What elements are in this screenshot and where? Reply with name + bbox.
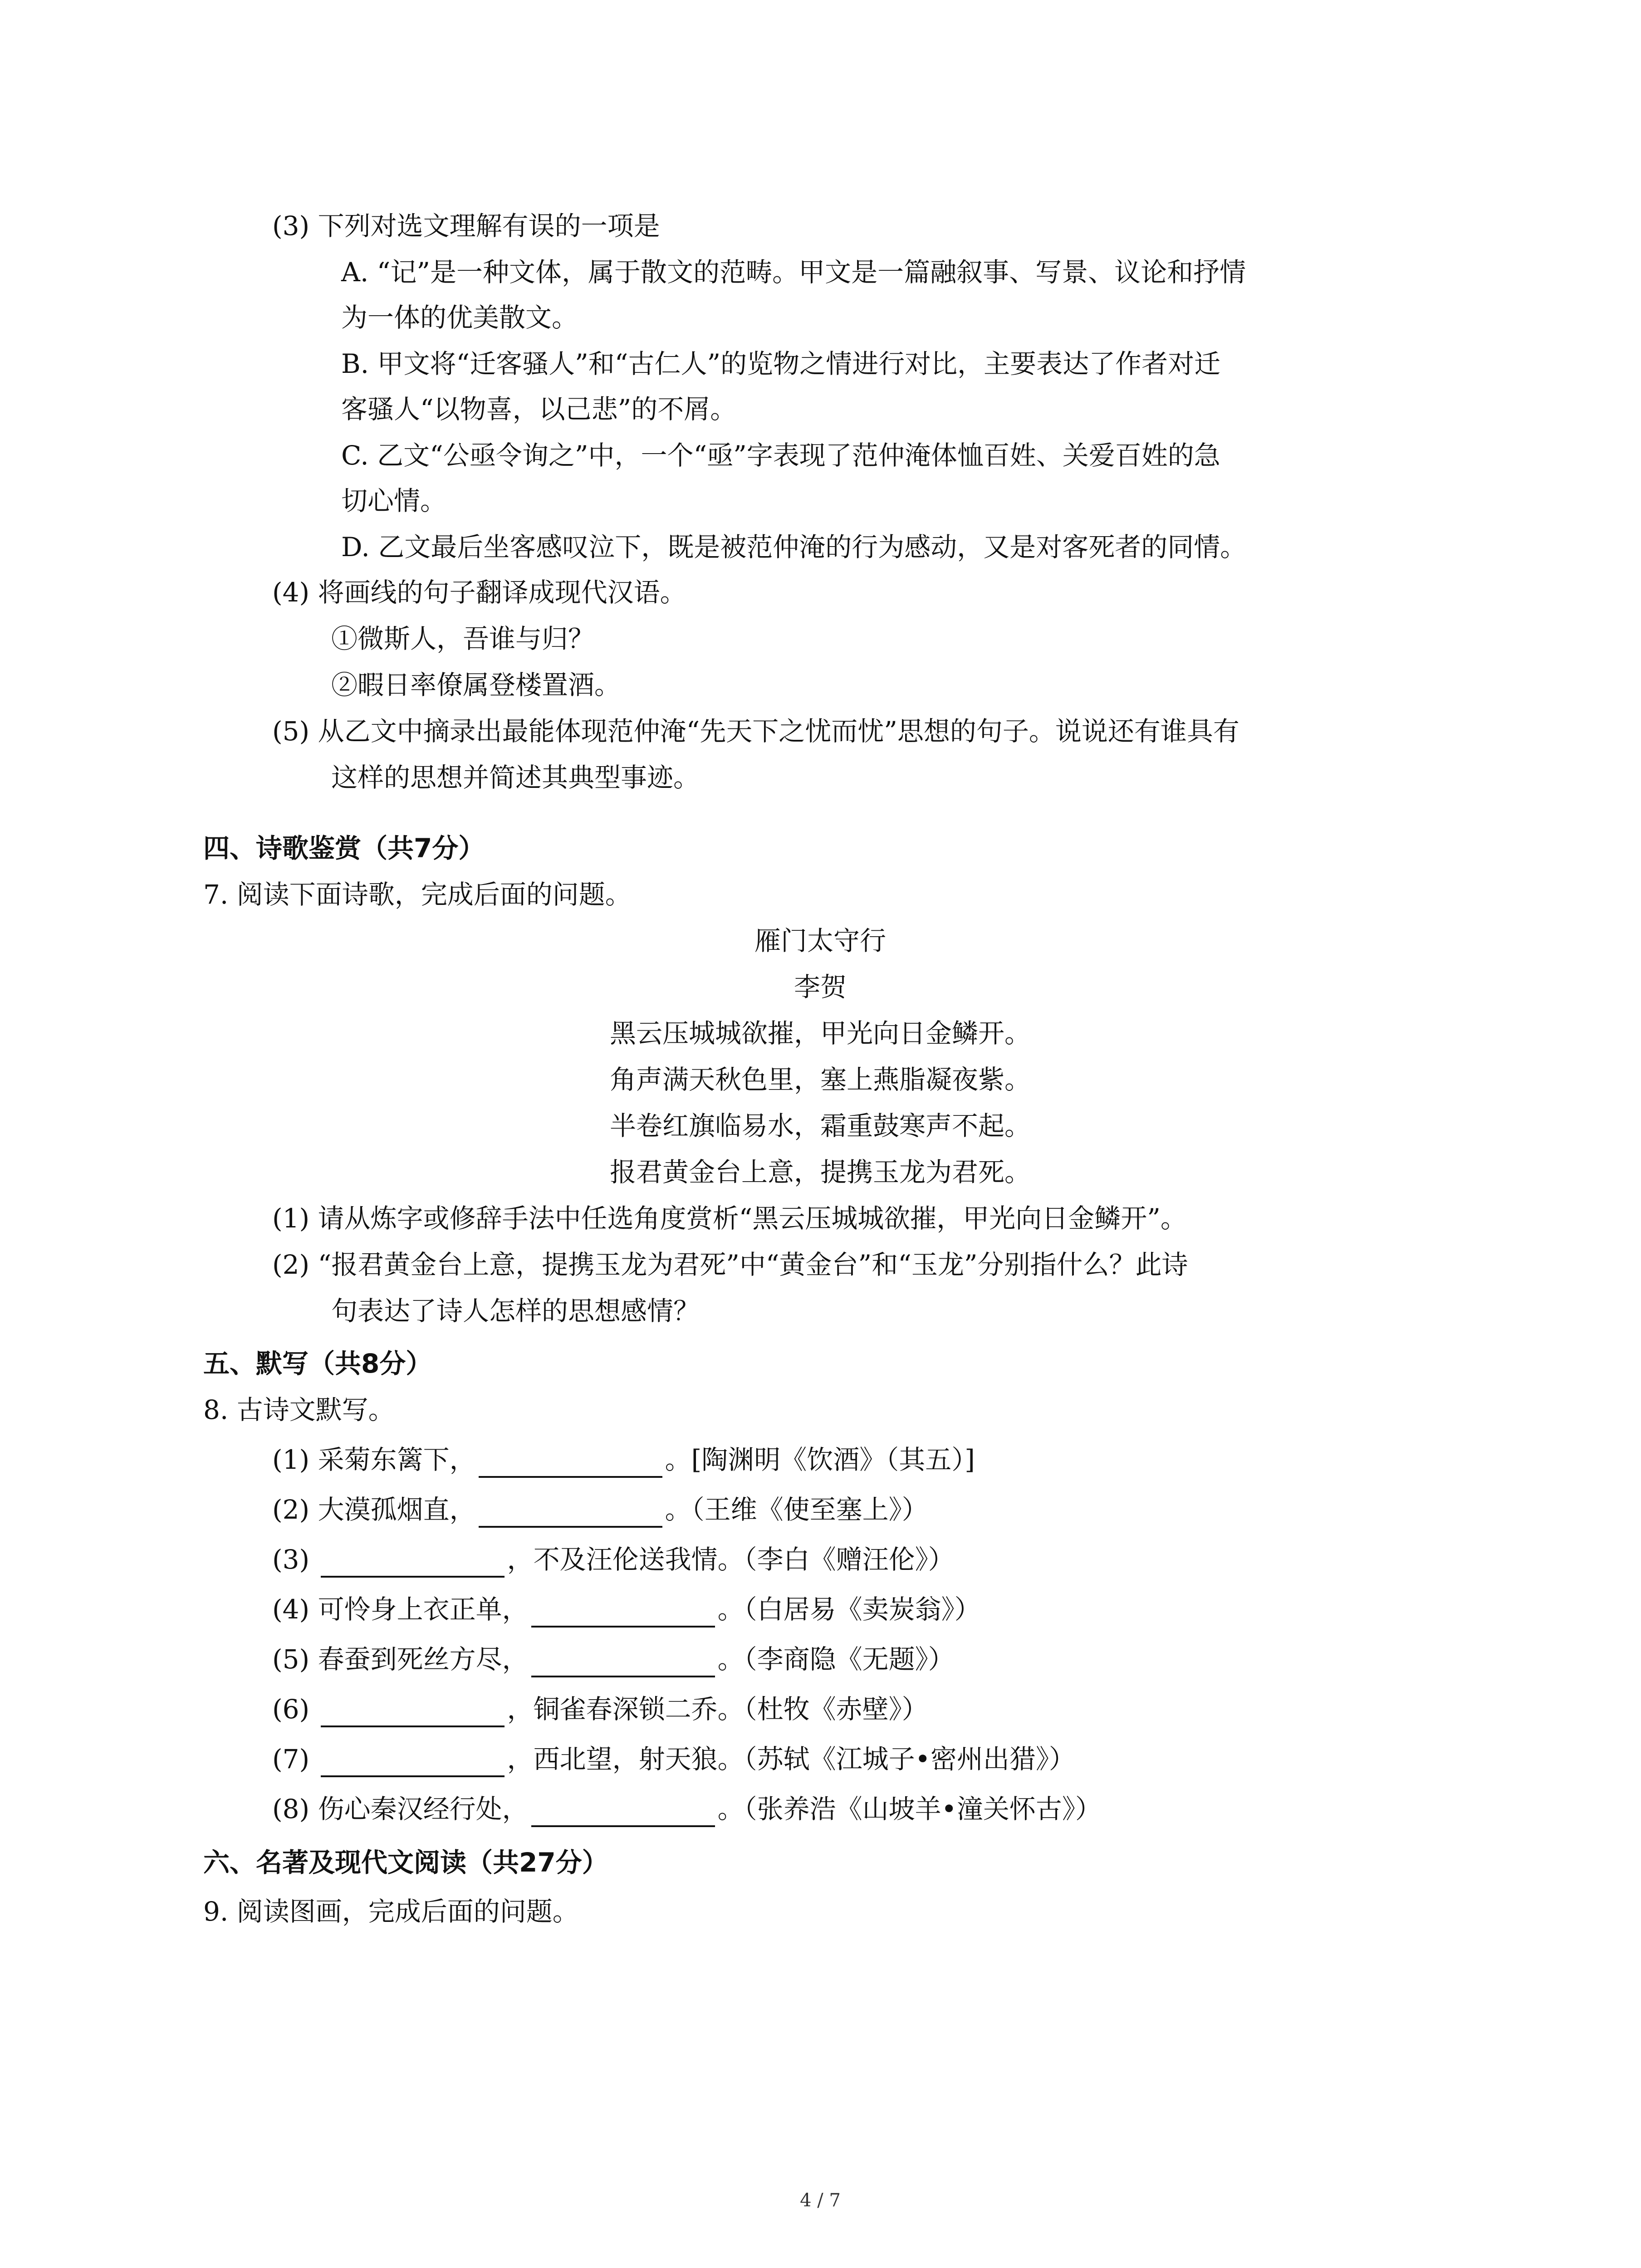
q6-sub4-stem: (4) 将画线的句子翻译成现代汉语。 [272,577,686,608]
item-text-after: 。（白居易《卖炭翁》） [717,1594,981,1625]
section6-heading: 六、名著及现代文阅读（共27分） [203,1847,608,1878]
item-number: (1) [272,1444,310,1475]
q6-sub3-option-a-line2: 为一体的优美散文。 [341,302,578,333]
item-text-before: 伤心秦汉经行处， [318,1794,529,1824]
item-number: (6) [272,1694,310,1725]
q6-sub4-sentence-1: ①微斯人，吾谁与归？ [331,623,595,654]
q6-sub3-stem: (3) 下列对选文理解有误的一项是 [272,210,660,241]
q6-sub3-option-c-line1: C. 乙文“公亟令询之”中，一个“亟”字表现了范仲淹体恤百姓、关爱百姓的急 [341,440,1220,471]
item-number: (5) [272,1644,310,1675]
q6-sub4-sentence-2: ②暇日率僚属登楼置酒。 [331,670,621,700]
answer-blank[interactable] [321,1746,505,1777]
poem-author: 李贺 [794,972,847,1002]
answer-blank[interactable] [479,1497,662,1528]
answer-blank[interactable] [531,1796,715,1827]
recitation-item [272,1691,928,1727]
item-text-before: 可怜身上衣正单， [318,1594,529,1625]
item-number: (4) [272,1594,310,1625]
q6-sub5-line2: 这样的思想并简述其典型事迹。 [331,762,700,793]
page-number: 4 / 7 [800,2190,841,2211]
recitation-item [272,1491,928,1528]
item-text-before: 采菊东篱下， [318,1444,476,1475]
item-text-after: ，西北望，射天狼。（苏轼《江城子•密州出猎》） [507,1744,1075,1774]
recitation-item [272,1442,975,1478]
item-number: (8) [272,1794,310,1824]
recitation-item [272,1791,1102,1827]
q6-sub3-option-a-line1: A. “记”是一种文体，属于散文的范畴。甲文是一篇融叙事、写景、议论和抒情 [341,257,1246,288]
section5-heading: 五、默写（共8分） [203,1348,432,1379]
item-number: (2) [272,1494,310,1525]
item-text-before: 大漠孤烟直， [318,1494,476,1525]
recitation-item [272,1741,1075,1777]
item-text-after: ，不及汪伦送我情。（李白《赠汪伦》） [507,1544,955,1575]
poem-line: 报君黄金台上意，提携玉龙为君死。 [609,1157,1031,1188]
item-text-after: 。[陶渊明《饮酒》（其五）] [665,1444,975,1475]
q6-sub3-option-d-line1: D. 乙文最后坐客感叹泣下，既是被范仲淹的行为感动，又是对客死者的同情。 [341,532,1247,562]
answer-blank[interactable] [479,1447,662,1478]
answer-blank[interactable] [531,1647,715,1677]
q9-stem: 9. 阅读图画，完成后面的问题。 [203,1896,579,1927]
q6-sub5-line1: (5) 从乙文中摘录出最能体现范仲淹“先天下之忧而忧”思想的句子。说说还有谁具有 [272,716,1239,747]
answer-blank[interactable] [531,1597,715,1628]
poem-line: 黑云压城城欲摧，甲光向日金鳞开。 [609,1018,1031,1049]
q8-stem: 8. 古诗文默写。 [203,1394,395,1425]
answer-blank[interactable] [321,1547,505,1578]
q6-sub3-option-c-line2: 切心情。 [341,485,447,516]
poem-line: 角声满天秋色里，塞上燕脂凝夜紫。 [609,1064,1031,1095]
q7-stem: 7. 阅读下面诗歌，完成后面的问题。 [203,879,632,910]
q6-sub3-option-b-line1: B. 甲文将“迁客骚人”和“古仁人”的览物之情进行对比，主要表达了作者对迁 [341,348,1221,379]
recitation-item [272,1591,981,1628]
item-number: (7) [272,1744,310,1774]
item-text-before: 春蚕到死丝方尽， [318,1644,529,1675]
item-number: (3) [272,1544,310,1575]
poem-title: 雁门太守行 [754,925,886,956]
q7-sub2-line1: (2) “报君黄金台上意，提携玉龙为君死”中“黄金台”和“玉龙”分别指什么？此诗 [272,1249,1188,1280]
recitation-item [272,1641,955,1677]
answer-blank[interactable] [321,1696,505,1727]
item-text-after: 。（李商隐《无题》） [717,1644,955,1675]
item-text-after: 。（张养浩《山坡羊•潼关怀古》） [717,1794,1102,1824]
q7-sub2-line2: 句表达了诗人怎样的思想感情？ [331,1295,700,1326]
item-text-after: 。（王维《使至塞上》） [665,1494,928,1525]
q6-sub3-option-b-line2: 客骚人“以物喜，以己悲”的不屑。 [341,394,737,425]
item-text-after: ，铜雀春深锁二乔。（杜牧《赤壁》） [507,1694,928,1725]
poem-line: 半卷红旗临易水，霜重鼓寒声不起。 [609,1110,1031,1141]
recitation-item [272,1541,955,1578]
section4-heading: 四、诗歌鉴赏（共7分） [203,833,485,864]
q7-sub1: (1) 请从炼字或修辞手法中任选角度赏析“黑云压城城欲摧，甲光向日金鳞开”。 [272,1203,1187,1234]
